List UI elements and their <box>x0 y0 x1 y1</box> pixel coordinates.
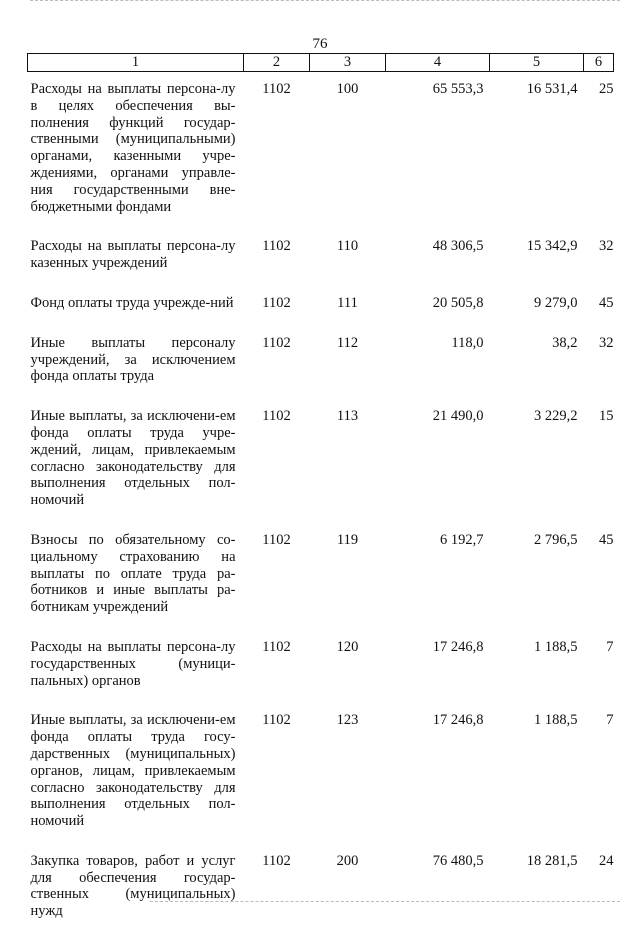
row-planned-amount: 17 246,8 <box>386 712 490 853</box>
row-percent: 7 <box>584 639 614 712</box>
row-expense-type: 119 <box>310 532 386 639</box>
header-col-1: 1 <box>28 54 244 72</box>
row-name: Взносы по обязательному со-циальному страхованию на выплаты по оплате труда ра-ботников и иные выплаты ра-ботникам учреждений <box>28 532 244 639</box>
row-section-code: 1102 <box>244 712 310 853</box>
table-row <box>28 408 614 532</box>
row-section-code: 1102 <box>244 639 310 712</box>
row-actual-amount: 1 188,5 <box>490 712 584 853</box>
row-section-code: 1102 <box>244 295 310 335</box>
row-planned-amount: 17 246,8 <box>386 639 490 712</box>
table-row <box>28 532 614 639</box>
scan-edge-bottom <box>150 901 620 903</box>
row-name: Расходы на выплаты персона-лу государственных (муници-пальных) органов <box>28 639 244 712</box>
table-row <box>28 238 614 295</box>
row-percent: 15 <box>584 408 614 532</box>
row-actual-amount: 16 531,4 <box>490 72 584 239</box>
row-name: Фонд оплаты труда учрежде-ний <box>28 295 244 335</box>
row-section-code: 1102 <box>244 408 310 532</box>
header-col-5: 5 <box>490 54 584 72</box>
table-row <box>28 335 614 408</box>
row-expense-type: 112 <box>310 335 386 408</box>
page-number: 76 <box>0 36 640 53</box>
header-col-6: 6 <box>584 54 614 72</box>
row-section-code: 1102 <box>244 853 310 943</box>
row-percent: 45 <box>584 532 614 639</box>
header-col-4: 4 <box>386 54 490 72</box>
table-row <box>28 72 614 239</box>
table-row <box>28 639 614 712</box>
row-planned-amount: 76 480,5 <box>386 853 490 943</box>
row-actual-amount: 3 229,2 <box>490 408 584 532</box>
header-col-2: 2 <box>244 54 310 72</box>
header-col-3: 3 <box>310 54 386 72</box>
row-expense-type: 111 <box>310 295 386 335</box>
row-actual-amount: 18 281,5 <box>490 853 584 943</box>
row-expense-type: 110 <box>310 238 386 295</box>
row-actual-amount: 38,2 <box>490 335 584 408</box>
budget-table <box>27 53 614 943</box>
row-section-code: 1102 <box>244 72 310 239</box>
row-percent: 45 <box>584 295 614 335</box>
row-actual-amount: 2 796,5 <box>490 532 584 639</box>
row-percent: 25 <box>584 72 614 239</box>
row-planned-amount: 20 505,8 <box>386 295 490 335</box>
table-body <box>28 72 614 943</box>
row-percent: 7 <box>584 712 614 853</box>
row-planned-amount: 118,0 <box>386 335 490 408</box>
row-percent: 32 <box>584 335 614 408</box>
row-name: Закупка товаров, работ и услуг для обеспечения государ-ственных (муниципальных) нужд <box>28 853 244 943</box>
table-header <box>28 54 614 72</box>
row-expense-type: 113 <box>310 408 386 532</box>
row-percent: 24 <box>584 853 614 943</box>
scan-edge-top <box>30 0 620 2</box>
row-name: Расходы на выплаты персона-лу в целях обеспечения вы-полнения функций государ-ственными (муниципальными) органами, казенными учре-ждениями, органами управле-ния государственными вне-бюджетными фондами <box>28 72 244 239</box>
row-actual-amount: 1 188,5 <box>490 639 584 712</box>
row-expense-type: 200 <box>310 853 386 943</box>
row-section-code: 1102 <box>244 238 310 295</box>
table-row <box>28 853 614 943</box>
row-name: Расходы на выплаты персона-лу казенных учреждений <box>28 238 244 295</box>
row-expense-type: 123 <box>310 712 386 853</box>
row-planned-amount: 21 490,0 <box>386 408 490 532</box>
row-actual-amount: 15 342,9 <box>490 238 584 295</box>
row-planned-amount: 65 553,3 <box>386 72 490 239</box>
row-planned-amount: 6 192,7 <box>386 532 490 639</box>
row-name: Иные выплаты персоналу учреждений, за исключением фонда оплаты труда <box>28 335 244 408</box>
row-actual-amount: 9 279,0 <box>490 295 584 335</box>
row-expense-type: 120 <box>310 639 386 712</box>
row-name: Иные выплаты, за исключени-ем фонда оплаты труда учре-ждений, лицам, привлекаемым согласно законодательству для выполнения отдельных пол-номочий <box>28 408 244 532</box>
row-name: Иные выплаты, за исключени-ем фонда оплаты труда госу-дарственных (муниципальных) органов, лицам, привлекаемым согласно законодательству для выполнения отдельных пол-номочий <box>28 712 244 853</box>
row-expense-type: 100 <box>310 72 386 239</box>
row-section-code: 1102 <box>244 532 310 639</box>
header-row <box>28 54 614 72</box>
row-section-code: 1102 <box>244 335 310 408</box>
table-row <box>28 712 614 853</box>
row-planned-amount: 48 306,5 <box>386 238 490 295</box>
table-row <box>28 295 614 335</box>
row-percent: 32 <box>584 238 614 295</box>
